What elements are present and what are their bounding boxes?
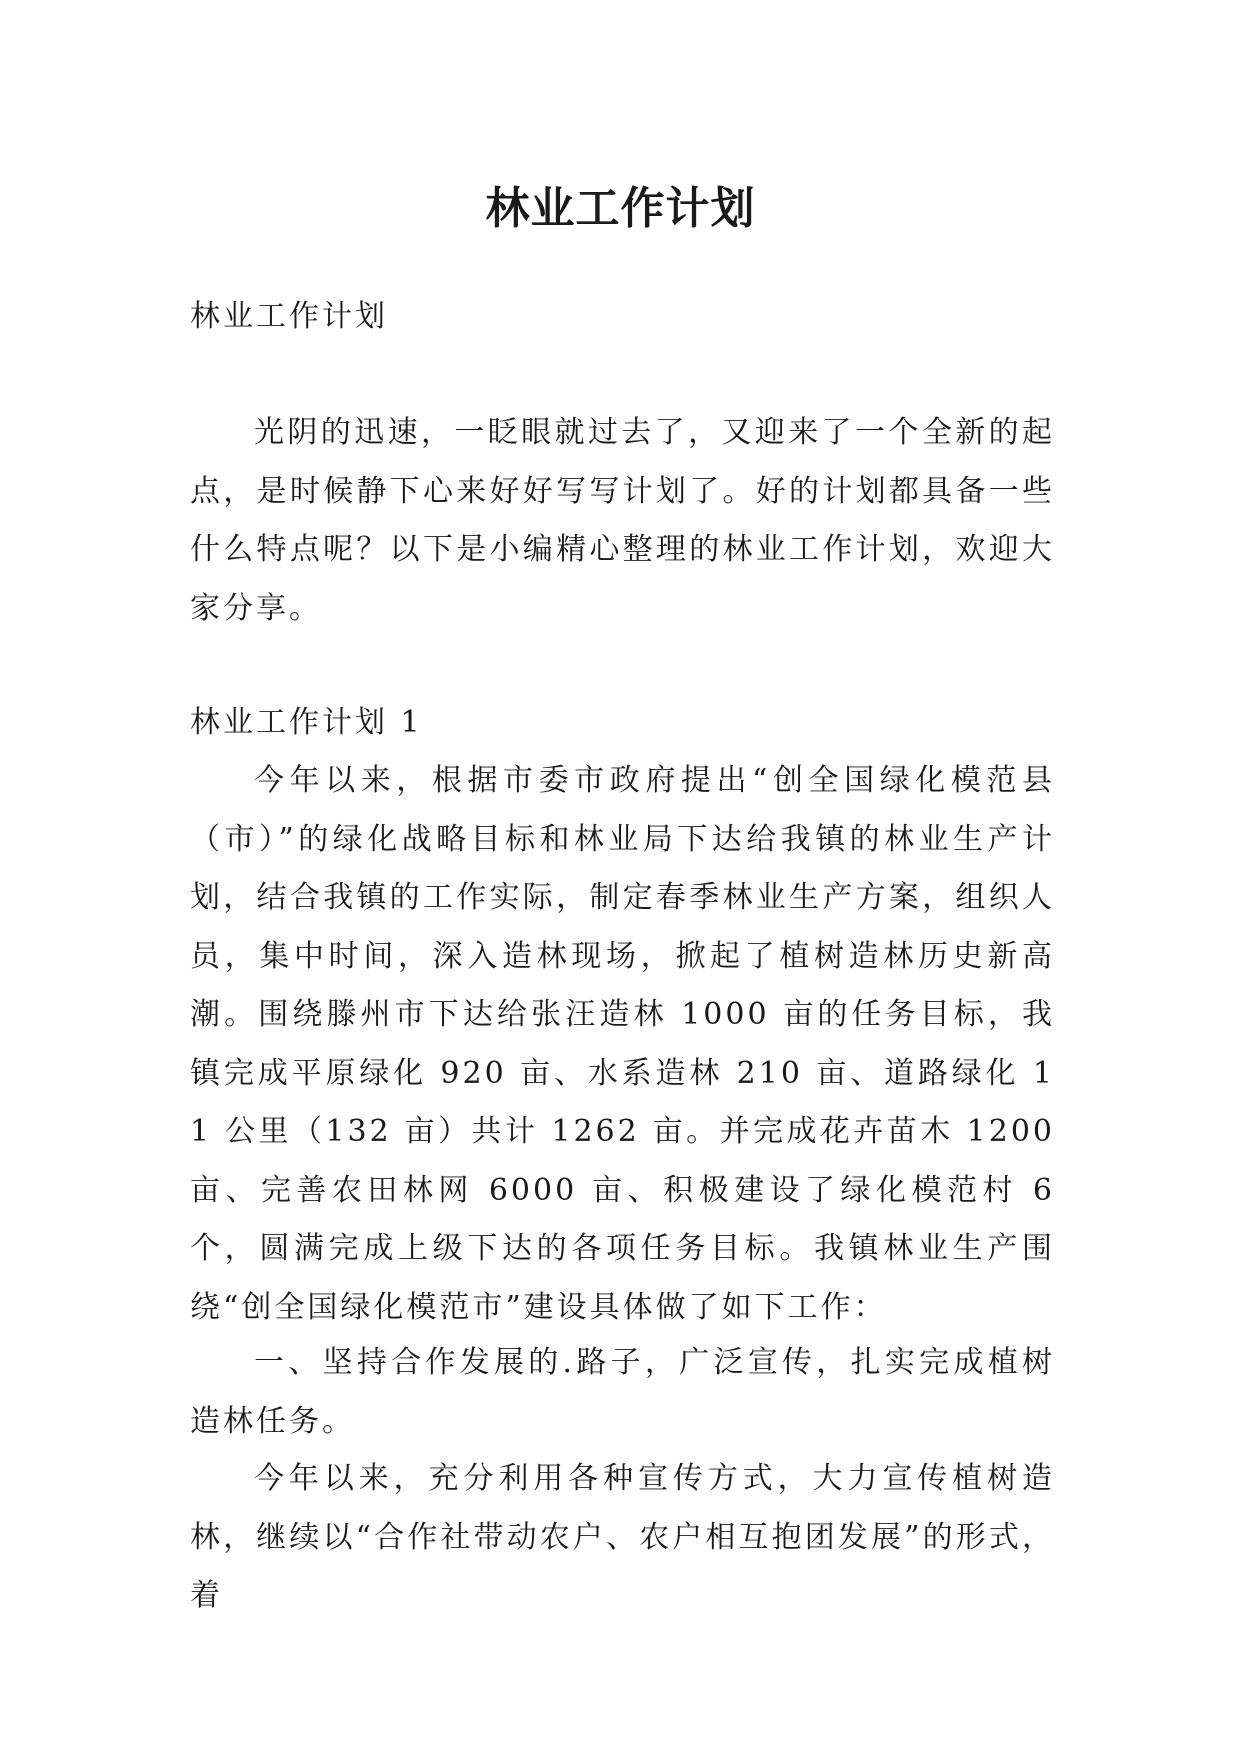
body-paragraph: 今年以来，充分利用各种宣传方式，大力宣传植树造林，继续以“合作社带动农户、农户相互抱团发展”的形式，着 <box>190 1461 1055 1613</box>
document-subtitle: 林业工作计划 <box>190 299 388 334</box>
body-paragraph: 今年以来，根据市委市政府提出“创全国绿化模范县（市）”的绿化战略目标和林业局下达给我镇的林业生产计划，结合我镇的工作实际，制定春季林业生产方案，组织人员，集中时间，深入造林现场，掀起了植树造林历史新高潮。围绕滕州市下达给张汪造林 1000 亩的任务目标，我镇完成平原绿化 920 亩、水系造林 210 亩、道路绿化 11 公里（132 亩）共计 1262 亩。并完成花卉苗木 1200 亩、完善农田林网 6000 亩、积极建设了绿化模范村 6 个，圆满完成上级下达的各项任务目标。我镇林业生产围绕“创全国绿化模范市”建设具体做了如下工作： <box>190 763 1055 1325</box>
section-heading: 林业工作计划 1 <box>190 705 423 740</box>
document-title: 林业工作计划 <box>485 183 756 235</box>
body-paragraph: 一、坚持合作发展的.路子，广泛宣传，扎实完成植树造林任务。 <box>190 1345 1055 1439</box>
intro-paragraph: 光阴的迅速，一眨眼就过去了，又迎来了一个全新的起点，是时候静下心来好好写写计划了。好的计划都具备一些什么特点呢？以下是小编精心整理的林业工作计划，欢迎大家分享。 <box>190 415 1055 626</box>
